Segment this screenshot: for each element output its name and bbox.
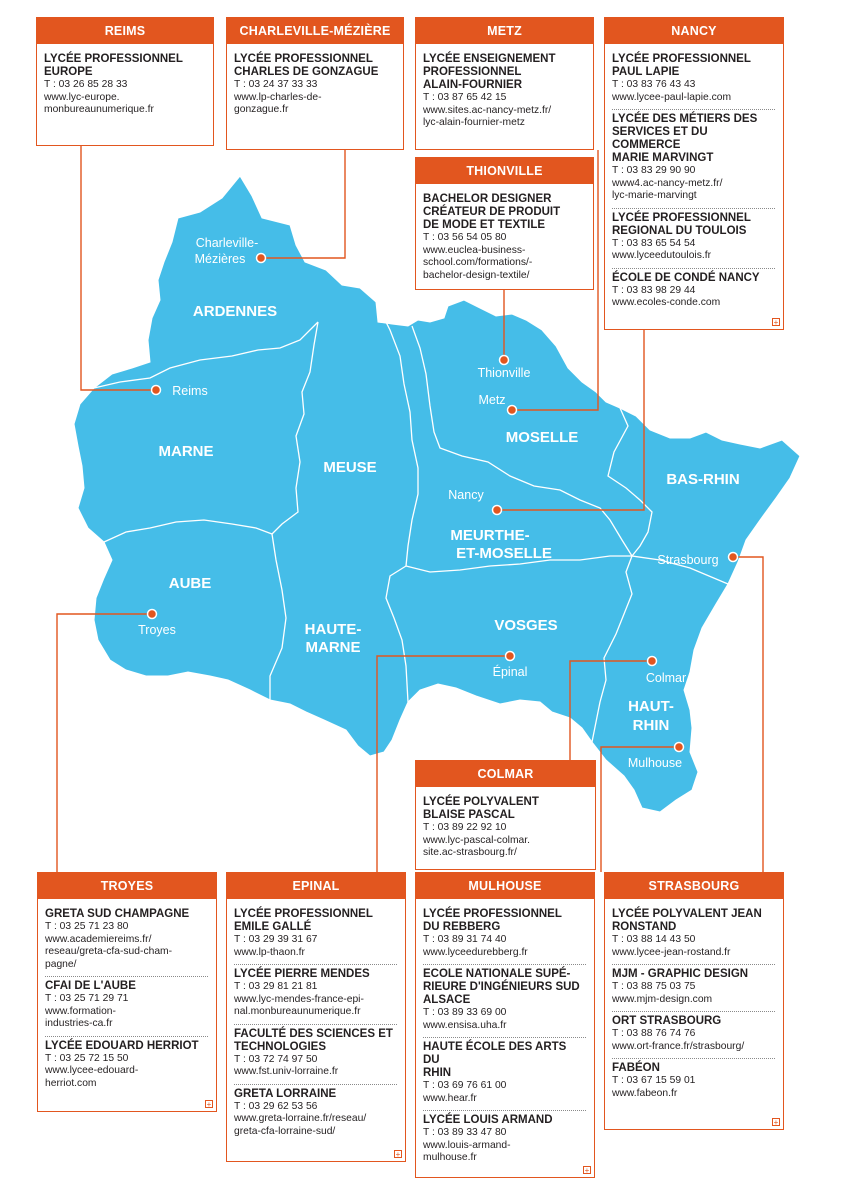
box-troyes (37, 872, 217, 1112)
dot-charleville (257, 254, 266, 263)
school-name: ECOLE NATIONALE SUPÉ- RIEURE D'INGÉNIEURS SUD ALSACE (423, 968, 580, 1006)
school-entry (423, 793, 587, 865)
school-url[interactable]: www.sites.ac-nancy-metz.fr/ lyc-alain-fournier-metz (423, 104, 552, 128)
school-name: LYCÉE EDOUARD HERRIOT (45, 1039, 199, 1052)
school-name: LYCÉE PROFESSIONNEL CHARLES DE GONZAGUE (234, 53, 379, 78)
dot-colmar (648, 657, 657, 666)
school-url[interactable]: www.ecoles-conde.com (612, 297, 721, 308)
school-entry (612, 965, 775, 1012)
school-name: GRETA LORRAINE (234, 1087, 337, 1100)
school-entry (612, 110, 775, 209)
expand-icon[interactable]: + (206, 1100, 212, 1109)
school-name: LYCÉE POLYVALENT JEAN RONSTAND (612, 908, 762, 933)
region-marne: MARNE (158, 443, 214, 460)
school-entry (234, 1085, 397, 1144)
school-name: HAUTE ÉCOLE DES ARTS DU RHIN (423, 1041, 567, 1079)
school-phone: T : 03 25 71 29 71 (45, 993, 129, 1004)
school-phone: T : 03 69 76 61 00 (423, 1080, 507, 1091)
school-entry (612, 905, 775, 965)
school-url[interactable]: www.ensisa.uha.fr (423, 1019, 507, 1031)
box-title: COLMAR (416, 761, 595, 787)
region-aube: AUBE (168, 575, 212, 592)
school-url[interactable]: www4.ac-nancy-metz.fr/ lyc-marie-marvingt (612, 177, 723, 201)
school-phone: T : 03 83 29 90 90 (612, 165, 696, 176)
school-url[interactable]: www.lyceedurebberg.fr (423, 946, 528, 958)
box-title: STRASBOURG (605, 873, 783, 899)
city-metz: Metz (478, 393, 506, 407)
box-charleville (226, 17, 404, 150)
school-url[interactable]: www.lyc-europe. monbureaunumerique.fr (44, 91, 154, 115)
region-haute-marne-1: HAUTE- (304, 621, 362, 638)
school-phone: T : 03 89 33 47 80 (423, 1127, 507, 1138)
box-title: EPINAL (227, 873, 405, 899)
school-phone: T : 03 26 85 28 33 (44, 79, 128, 90)
school-entry (234, 1025, 397, 1085)
school-name: ORT STRASBOURG (612, 1015, 722, 1027)
school-name: FACULTÉ DES SCIENCES ET TECHNOLOGIES (234, 1027, 393, 1053)
region-bas-rhin: BAS-RHIN (666, 471, 740, 488)
school-phone: T : 03 83 65 54 54 (612, 237, 696, 249)
school-entry (45, 1037, 208, 1096)
region-meurthe-moselle-2: ET-MOSELLE (456, 545, 552, 562)
school-phone: T : 03 72 74 97 50 (234, 1053, 318, 1065)
school-name: LYCÉE POLYVALENT BLAISE PASCAL (423, 796, 539, 821)
school-phone: T : 03 29 62 53 56 (234, 1100, 318, 1112)
school-entry (423, 1111, 586, 1170)
box-title: METZ (416, 18, 593, 44)
region-moselle: MOSELLE (505, 429, 579, 446)
region-haut-rhin-1: HAUT- (628, 698, 674, 715)
school-entry (45, 905, 208, 977)
expand-icon[interactable]: + (584, 1166, 590, 1175)
school-name: LYCÉE PIERRE MENDES (234, 968, 370, 980)
box-colmar (415, 760, 596, 870)
dot-thionville (500, 356, 509, 365)
school-name: ÉCOLE DE CONDÉ NANCY (612, 271, 760, 284)
school-entry (423, 905, 586, 965)
school-name: LYCÉE ENSEIGNEMENT PROFESSIONNEL ALAIN-FOURNIER (423, 53, 556, 91)
leader-strasbourg (733, 557, 763, 872)
school-name: GRETA SUD CHAMPAGNE (45, 908, 190, 920)
school-url[interactable]: www.lycee-edouard- herriot.com (45, 1065, 139, 1089)
school-url[interactable]: www.lyc-mendes-france-epi- nal.monbureaunumerique.fr (234, 993, 364, 1017)
expand-icon[interactable]: + (773, 1118, 779, 1127)
box-nancy (604, 17, 784, 330)
city-nancy: Nancy (448, 488, 484, 502)
school-phone: T : 03 87 65 42 15 (423, 92, 507, 103)
school-phone: T : 03 88 14 43 50 (612, 934, 696, 945)
box-title: TROYES (38, 873, 216, 899)
school-phone: T : 03 56 54 05 80 (423, 232, 507, 243)
city-strasbourg: Strasbourg (657, 553, 719, 567)
dot-troyes (148, 610, 157, 619)
dot-epinal (506, 652, 515, 661)
school-url[interactable]: www.ort-france.fr/strasbourg/ (612, 1040, 745, 1052)
dot-strasbourg (729, 553, 738, 562)
school-url[interactable]: www.fst.univ-lorraine.fr (234, 1066, 339, 1077)
box-title: NANCY (605, 18, 783, 44)
region-meuse: MEUSE (323, 459, 377, 476)
dot-mulhouse (675, 743, 684, 752)
dot-reims (152, 386, 161, 395)
city-mulhouse: Mulhouse (627, 756, 683, 770)
school-entry (423, 50, 585, 135)
school-phone: T : 03 25 72 15 50 (45, 1052, 129, 1064)
school-name: MJM - GRAPHIC DESIGN (612, 968, 749, 980)
school-url[interactable]: www.academiereims.fr/ reseau/greta-cfa-sud-cham- pagne/ (45, 933, 173, 970)
school-name: CFAI DE L'AUBE (45, 980, 136, 992)
school-name: LYCÉE PROFESSIONNEL EUROPE (44, 53, 183, 78)
school-phone: T : 03 29 81 21 81 (234, 981, 318, 992)
school-url[interactable]: www.greta-lorraine.fr/reseau/ greta-cfa-lorraine-sud/ (234, 1113, 367, 1137)
school-name: LYCÉE PROFESSIONNEL PAUL LAPIE (612, 53, 751, 78)
region-haut-rhin-2: RHIN (632, 717, 670, 734)
box-thionville (415, 157, 594, 290)
school-phone: T : 03 83 98 29 44 (612, 284, 696, 296)
region-meurthe-moselle-1: MEURTHE- (450, 527, 530, 544)
school-url[interactable]: www.lyc-pascal-colmar. site.ac-strasbourg.fr/ (423, 834, 530, 858)
school-entry (45, 977, 208, 1037)
city-thionville: Thionville (477, 366, 531, 380)
school-url[interactable]: www.hear.fr (423, 1092, 477, 1104)
school-name: FABÉON (612, 1062, 660, 1074)
school-phone: T : 03 29 39 31 67 (234, 934, 318, 945)
box-metz (415, 17, 594, 150)
school-url[interactable]: www.lp-charles-de- gonzague.fr (234, 91, 322, 115)
leader-reims (81, 146, 156, 390)
school-phone: T : 03 88 76 74 76 (612, 1028, 696, 1039)
city-charleville-2: Mézières (194, 252, 246, 266)
school-name: BACHELOR DESIGNER CRÉATEUR DE PRODUIT DE MODE ET TEXTILE (423, 193, 561, 231)
school-entry (612, 1059, 775, 1105)
school-entry (612, 269, 775, 315)
school-entry (612, 209, 775, 269)
school-entry (612, 50, 775, 110)
school-phone: T : 03 83 76 43 43 (612, 79, 696, 90)
school-phone: T : 03 67 15 59 01 (612, 1075, 696, 1086)
box-strasbourg (604, 872, 784, 1130)
school-name: LYCÉE LOUIS ARMAND (423, 1114, 553, 1126)
school-phone: T : 03 89 22 92 10 (423, 822, 507, 833)
box-title: THIONVILLE (416, 158, 593, 184)
box-title: CHARLEVILLE-MÉZIÈRE (227, 18, 403, 44)
school-url[interactable]: www.fabeon.fr (612, 1087, 678, 1099)
box-title: REIMS (37, 18, 213, 44)
region-vosges: VOSGES (494, 617, 558, 634)
school-url[interactable]: www.lp-thaon.fr (234, 946, 305, 958)
school-phone: T : 03 25 71 23 80 (45, 921, 129, 932)
city-colmar: Colmar (645, 671, 687, 685)
city-charleville-1: Charleville- (195, 236, 259, 250)
school-name: LYCÉE PROFESSIONNEL REGIONAL DU TOULOIS (612, 211, 751, 237)
box-reims (36, 17, 214, 146)
school-entry (423, 1038, 586, 1111)
expand-icon[interactable]: + (773, 318, 779, 327)
box-mulhouse (415, 872, 595, 1178)
school-phone: T : 03 89 33 69 00 (423, 1007, 507, 1018)
city-epinal: Épinal (492, 665, 528, 679)
box-epinal (226, 872, 406, 1162)
expand-icon[interactable]: + (395, 1150, 401, 1159)
school-url[interactable]: www.lycee-paul-lapie.com (612, 91, 732, 103)
school-url[interactable]: www.mjm-design.com (612, 993, 713, 1005)
school-url[interactable]: www.lycee-jean-rostand.fr (612, 946, 731, 958)
school-entry (423, 965, 586, 1038)
school-url[interactable]: www.formation- industries-ca.fr (45, 1005, 116, 1029)
school-entry (612, 1012, 775, 1059)
school-phone: T : 03 24 37 33 33 (234, 79, 318, 90)
school-entry (234, 905, 397, 965)
school-entry (234, 50, 395, 122)
school-entry (234, 965, 397, 1025)
school-phone: T : 03 89 31 74 40 (423, 934, 507, 945)
school-phone: T : 03 88 75 03 75 (612, 981, 696, 992)
dot-metz (508, 406, 517, 415)
school-entry (423, 190, 585, 287)
box-title: MULHOUSE (416, 873, 594, 899)
school-name: LYCÉE PROFESSIONNEL EMILE GALLÉ (234, 908, 373, 933)
school-url[interactable]: www.euclea-business- school.com/formations/- bachelor-design-textile/ (423, 244, 533, 281)
region-haute-marne-2: MARNE (305, 639, 361, 656)
school-url[interactable]: www.louis-armand- mulhouse.fr (423, 1139, 511, 1163)
city-troyes: Troyes (138, 623, 176, 637)
school-name: LYCÉE DES MÉTIERS DES SERVICES ET DU COMMERCE MARIE MARVINGT (612, 113, 758, 164)
dot-nancy (493, 506, 502, 515)
school-url[interactable]: www.lyceedutoulois.fr (612, 250, 712, 261)
school-name: LYCÉE PROFESSIONNEL DU REBBERG (423, 908, 562, 933)
city-reims: Reims (172, 384, 208, 398)
school-entry (44, 50, 205, 122)
region-ardennes: ARDENNES (192, 303, 278, 320)
